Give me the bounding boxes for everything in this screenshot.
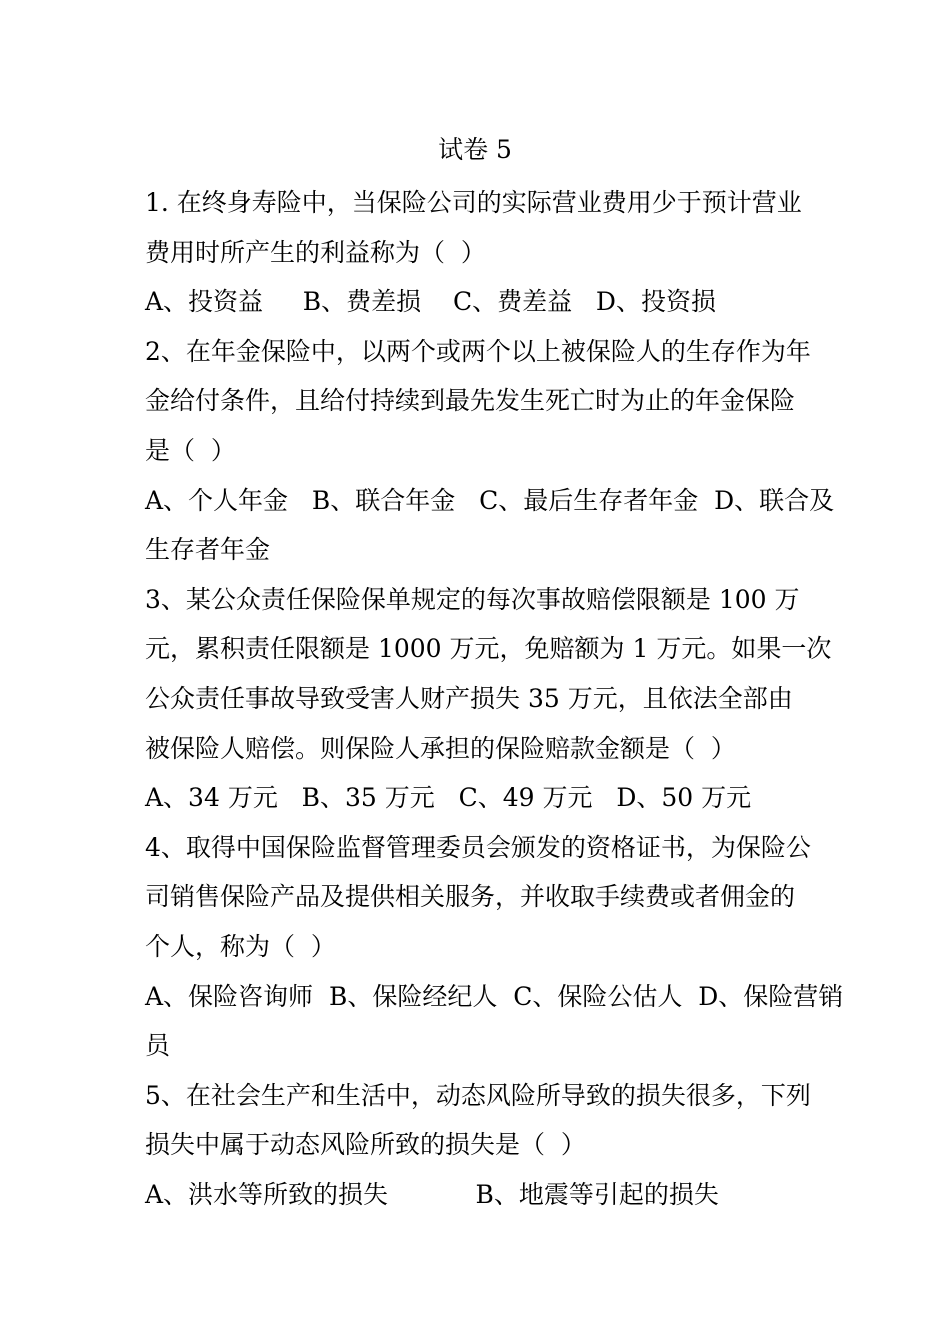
answer-options: A、34 万元 B、35 万元 C、49 万元 D、50 万元 [145, 783, 752, 813]
text-line: 司销售保险产品及提供相关服务，并收取手续费或者佣金的 [145, 882, 796, 912]
text-line: 5、在社会生产和生活中，动态风险所导致的损失很多，下列 [145, 1080, 811, 1110]
exam-title: 试卷 5 [438, 135, 512, 164]
text-line: 费用时所产生的利益称为（ ） [145, 237, 486, 267]
text-line: 是（ ） [145, 435, 236, 465]
text-line: 公众责任事故导致受害人财产损失 35 万元，且依法全部由 [145, 683, 793, 713]
text-line: 损失中属于动态风险所致的损失是（ ） [145, 1130, 586, 1160]
text-line: 被保险人赔偿。则保险人承担的保险赔款金额是（ ） [145, 733, 736, 763]
text-line: 元，累积责任限额是 1000 万元，免赔额为 1 万元。如果一次 [145, 634, 832, 664]
answer-options: A、洪水等所致的损失 B、地震等引起的损失 [145, 1179, 719, 1209]
answer-options: 员 [145, 1031, 171, 1061]
text-line: 个人，称为（ ） [145, 931, 336, 961]
answer-options: A、保险咨询师 B、保险经纪人 C、保险公估人 D、保险营销 [145, 981, 844, 1011]
answer-options: A、投资益 B、费差损 C、费差益 D、投资损 [145, 287, 716, 317]
text-line: 1. 在终身寿险中，当保险公司的实际营业费用少于预计营业 [145, 188, 802, 217]
text-line: 2、在年金保险中，以两个或两个以上被保险人的生存作为年 [145, 336, 811, 366]
text-line: 3、某公众责任保险保单规定的每次事故赔偿限额是 100 万 [145, 584, 800, 614]
answer-options: A、个人年金 B、联合年金 C、最后生存者年金 D、联合及 [145, 485, 835, 515]
text-line: 4、取得中国保险监督管理委员会颁发的资格证书，为保险公 [145, 832, 811, 862]
answer-options: 生存者年金 [145, 535, 271, 565]
text-line: 金给付条件，且给付持续到最先发生死亡时为止的年金保险 [145, 386, 796, 416]
question-content [145, 178, 844, 1219]
